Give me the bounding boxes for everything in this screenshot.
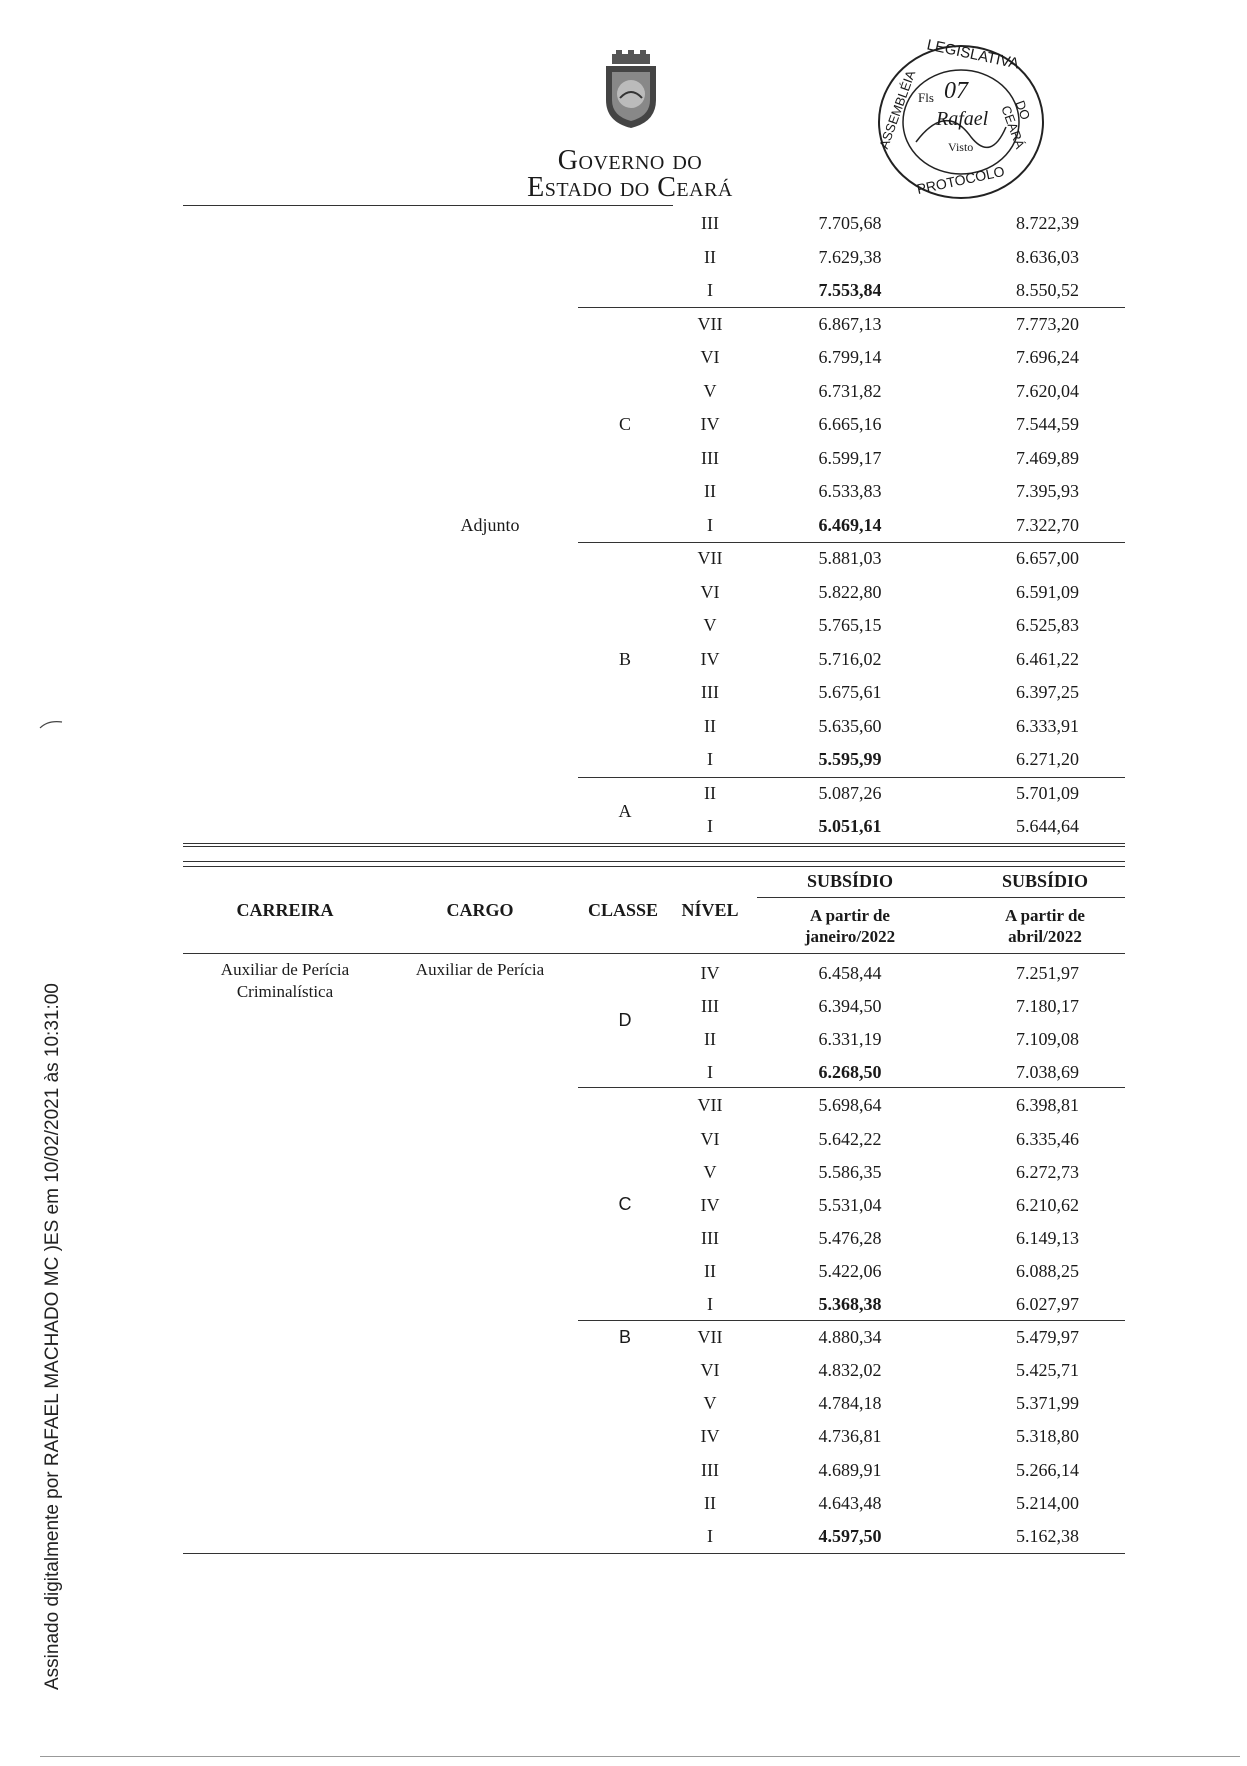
table1-value-jan: 6.665,16 [818, 414, 882, 434]
classe-d-label: D [618, 1010, 632, 1030]
header-subsidio-jan: SUBSÍDIO [806, 871, 894, 891]
table2-value-jan: 4.643,48 [818, 1492, 882, 1513]
table1-value-jan: 5.087,26 [818, 782, 882, 803]
table1-value-jan: 6.599,17 [818, 447, 882, 468]
table1-nivel: I [707, 816, 713, 836]
table2-nivel: II [704, 1492, 716, 1513]
table2-nivel: VII [697, 1327, 723, 1348]
table2-value-jan: 4.597,50 [818, 1525, 882, 1546]
table1-value-jan: 5.765,15 [818, 615, 882, 635]
subsidio-divider [757, 897, 1125, 898]
table1-value-jan: 6.799,14 [818, 347, 882, 367]
header-nivel: NÍVEL [681, 900, 739, 920]
table2-nivel: II [704, 1260, 716, 1281]
table2-value-jan: 5.476,28 [818, 1227, 882, 1248]
table2-value-jan: 5.422,06 [818, 1260, 882, 1281]
table1-nivel: VII [697, 548, 723, 568]
table1-value-abr: 5.644,64 [1016, 816, 1079, 836]
stamp-right-text: DO CEARÁ [998, 98, 1034, 151]
table2-nivel: VI [700, 1128, 720, 1149]
table1-nivel: II [704, 481, 716, 501]
table2-bottom-rule [183, 1553, 1125, 1554]
header-subsidio-abr: SUBSÍDIO [1001, 871, 1089, 891]
table1-value-abr: 7.620,04 [1016, 380, 1079, 401]
margin-mark-icon [38, 718, 64, 730]
table1-nivel: V [703, 615, 717, 635]
cargo-adjunto: Adjunto [460, 515, 520, 535]
header-rule [183, 205, 673, 206]
table1-value-jan: 7.629,38 [818, 246, 882, 267]
table2-value-abr: 5.479,97 [1016, 1327, 1079, 1348]
header-carreira: CARREIRA [236, 900, 334, 920]
header-classe: CLASSE [587, 900, 659, 920]
table1-class-rule [578, 307, 1125, 308]
table1-value-jan: 5.822,80 [818, 581, 882, 602]
table2-header-rule [183, 953, 1125, 954]
table1-value-jan: 6.533,83 [818, 481, 882, 501]
table2-value-jan: 5.531,04 [818, 1194, 882, 1215]
table1-nivel: II [704, 782, 716, 803]
table1-class-rule [578, 542, 1125, 543]
table1-classe-label: B [618, 648, 631, 669]
table2-value-jan: 5.642,22 [818, 1128, 882, 1149]
stamp-fls-label: Fls [918, 90, 934, 105]
table1-value-jan: 6.867,13 [818, 313, 882, 334]
cargo-auxiliar: Auxiliar de Perícia [415, 960, 545, 979]
table2-nivel: V [703, 1393, 717, 1414]
protocol-stamp [876, 36, 1046, 202]
table1-value-jan: 5.635,60 [818, 715, 882, 736]
table2-nivel: II [704, 1029, 716, 1050]
classe-a-label: A [618, 801, 632, 821]
table1-value-abr: 5.701,09 [1016, 782, 1079, 803]
table1-bottom-rule-2 [183, 846, 1125, 847]
table2-value-jan: 4.880,34 [818, 1327, 882, 1348]
table1-value-abr: 7.696,24 [1016, 347, 1079, 367]
table1-value-abr: 8.550,52 [1016, 280, 1079, 300]
table2-nivel: III [701, 1227, 719, 1248]
table1-value-abr: 7.395,93 [1016, 481, 1079, 501]
table2-nivel: I [707, 1525, 713, 1546]
table1-value-abr: 8.636,03 [1016, 246, 1079, 267]
table2-nivel: IV [700, 1194, 720, 1215]
table2-value-abr: 6.272,73 [1016, 1161, 1079, 1182]
table2-nivel: IV [700, 1426, 720, 1447]
table2-value-jan: 4.832,02 [818, 1360, 882, 1381]
table2-value-abr: 6.398,81 [1016, 1095, 1079, 1116]
table1-value-abr: 6.271,20 [1016, 749, 1079, 769]
table2-value-abr: 6.088,25 [1016, 1260, 1079, 1281]
header-cargo: CARGO [446, 900, 514, 920]
table2-value-abr: 5.162,38 [1016, 1525, 1079, 1546]
table1-value-jan: 6.731,82 [818, 380, 882, 401]
stamp-bottom-text: PROTOCOLO [915, 162, 1006, 198]
table1-value-abr: 6.591,09 [1016, 581, 1079, 602]
table1-value-jan: 5.051,61 [818, 816, 882, 836]
table1-value-abr: 6.657,00 [1016, 548, 1079, 568]
table2-value-jan: 6.331,19 [818, 1029, 882, 1050]
table1-nivel: VII [697, 313, 723, 334]
stamp-fls-value: 07 [944, 78, 968, 104]
table1-value-jan: 5.675,61 [818, 682, 882, 702]
table2-nivel: VII [697, 1095, 723, 1116]
table2-value-abr: 5.425,71 [1016, 1360, 1079, 1381]
table2-nivel: III [701, 1459, 719, 1480]
table2-top-rule-2 [183, 866, 1125, 867]
table1-value-jan: 5.595,99 [818, 749, 882, 769]
table2-nivel: VI [700, 1360, 720, 1381]
table1-value-abr: 7.322,70 [1016, 514, 1079, 535]
carreira-line1: Auxiliar de Perícia [220, 960, 350, 979]
table1-nivel: II [704, 246, 716, 267]
table2-value-abr: 6.149,13 [1016, 1227, 1079, 1248]
table1-value-abr: 8.722,39 [1016, 213, 1079, 233]
table1-nivel: VI [700, 581, 720, 602]
table1-bottom-rule [183, 843, 1125, 844]
table1-nivel: IV [700, 648, 720, 669]
header-abr-line1: A partir de [1005, 906, 1085, 925]
classe-c-label: C [618, 1194, 632, 1214]
table2-value-abr: 5.318,80 [1016, 1426, 1079, 1447]
table1-nivel: II [704, 715, 716, 736]
table1-value-abr: 7.469,89 [1016, 447, 1079, 468]
table2-class-rule [578, 1087, 1125, 1088]
table2-value-abr: 7.251,97 [1016, 963, 1079, 983]
table1-nivel: IV [700, 414, 720, 434]
stamp-left-text: ASSEMBLÉIA [876, 68, 919, 151]
table1-nivel: III [701, 213, 719, 233]
page-bottom-rule [40, 1756, 1240, 1757]
table1-value-jan: 7.553,84 [818, 280, 882, 300]
table1-class-rule [578, 777, 1125, 778]
table1-value-jan: 5.881,03 [818, 548, 882, 568]
coat-of-arms-icon [598, 50, 664, 130]
table2-value-jan: 4.689,91 [818, 1459, 882, 1480]
government-title-line2: ESTADO DO CEARÁ [527, 172, 733, 203]
table2-value-abr: 6.210,62 [1016, 1194, 1079, 1215]
stamp-signature: Rafael [936, 108, 989, 130]
table2-nivel: IV [700, 963, 720, 983]
table1-value-abr: 6.333,91 [1016, 715, 1079, 736]
table2-value-jan: 5.586,35 [818, 1161, 882, 1182]
table2-value-jan: 6.268,50 [818, 1062, 882, 1083]
header-abr-line2: abril/2022 [1008, 927, 1082, 946]
stamp-visto: Visto [948, 140, 974, 154]
government-title-line1: GOVERNO DO [557, 145, 703, 176]
table2-value-abr: 7.109,08 [1016, 1029, 1079, 1050]
table2-top-rule-1 [183, 861, 1125, 862]
table1-nivel: I [707, 280, 713, 300]
table1-value-abr: 7.544,59 [1016, 414, 1079, 434]
table2-nivel: V [703, 1161, 717, 1182]
table2-value-abr: 5.371,99 [1016, 1393, 1079, 1414]
table1-value-abr: 6.397,25 [1016, 682, 1079, 702]
table1-classe-label: C [618, 414, 631, 434]
table1-nivel: VI [700, 347, 720, 367]
table2-value-jan: 4.736,81 [818, 1426, 882, 1447]
table2-value-jan: 6.394,50 [818, 996, 882, 1017]
table2-value-abr: 7.180,17 [1016, 996, 1079, 1017]
stamp-top-text: LEGISLATIVA [925, 36, 1021, 73]
table2-value-abr: 6.027,97 [1016, 1294, 1079, 1314]
classe-b-label: B [618, 1327, 631, 1347]
table2-value-jan: 5.698,64 [818, 1095, 882, 1116]
table2-class-rule [578, 1320, 1125, 1321]
table1-value-jan: 5.716,02 [818, 648, 882, 669]
table2-nivel: III [701, 996, 719, 1017]
table2-value-abr: 7.038,69 [1016, 1062, 1079, 1083]
table1-nivel: III [701, 447, 719, 468]
table2-nivel: I [707, 1062, 713, 1083]
table2-value-abr: 5.214,00 [1016, 1492, 1079, 1513]
table2-value-abr: 6.335,46 [1016, 1128, 1079, 1149]
table2-value-abr: 5.266,14 [1016, 1459, 1079, 1480]
table2-value-jan: 6.458,44 [818, 963, 882, 983]
header-jan-line1: A partir de [810, 906, 890, 925]
table1-value-abr: 6.461,22 [1016, 648, 1079, 669]
table1-value-abr: 6.525,83 [1016, 615, 1079, 635]
table2-value-jan: 5.368,38 [818, 1294, 882, 1314]
table1-nivel: I [707, 514, 713, 535]
table1-value-jan: 7.705,68 [818, 213, 882, 233]
table2-value-jan: 4.784,18 [818, 1393, 882, 1414]
header-jan-line2: janeiro/2022 [804, 927, 896, 946]
table1-value-jan: 6.469,14 [818, 514, 882, 535]
table1-nivel: I [707, 749, 713, 769]
table1-nivel: V [703, 380, 717, 401]
table1-value-abr: 7.773,20 [1016, 313, 1079, 334]
carreira-line2: Criminalística [236, 982, 334, 1001]
digital-signature-text: Assinado digitalmente por RAFAEL MACHADO MC )ES em 10/02/2021 às 10:31:00 [42, 983, 63, 1690]
table1-nivel: III [701, 682, 719, 702]
table2-nivel: I [707, 1294, 713, 1314]
